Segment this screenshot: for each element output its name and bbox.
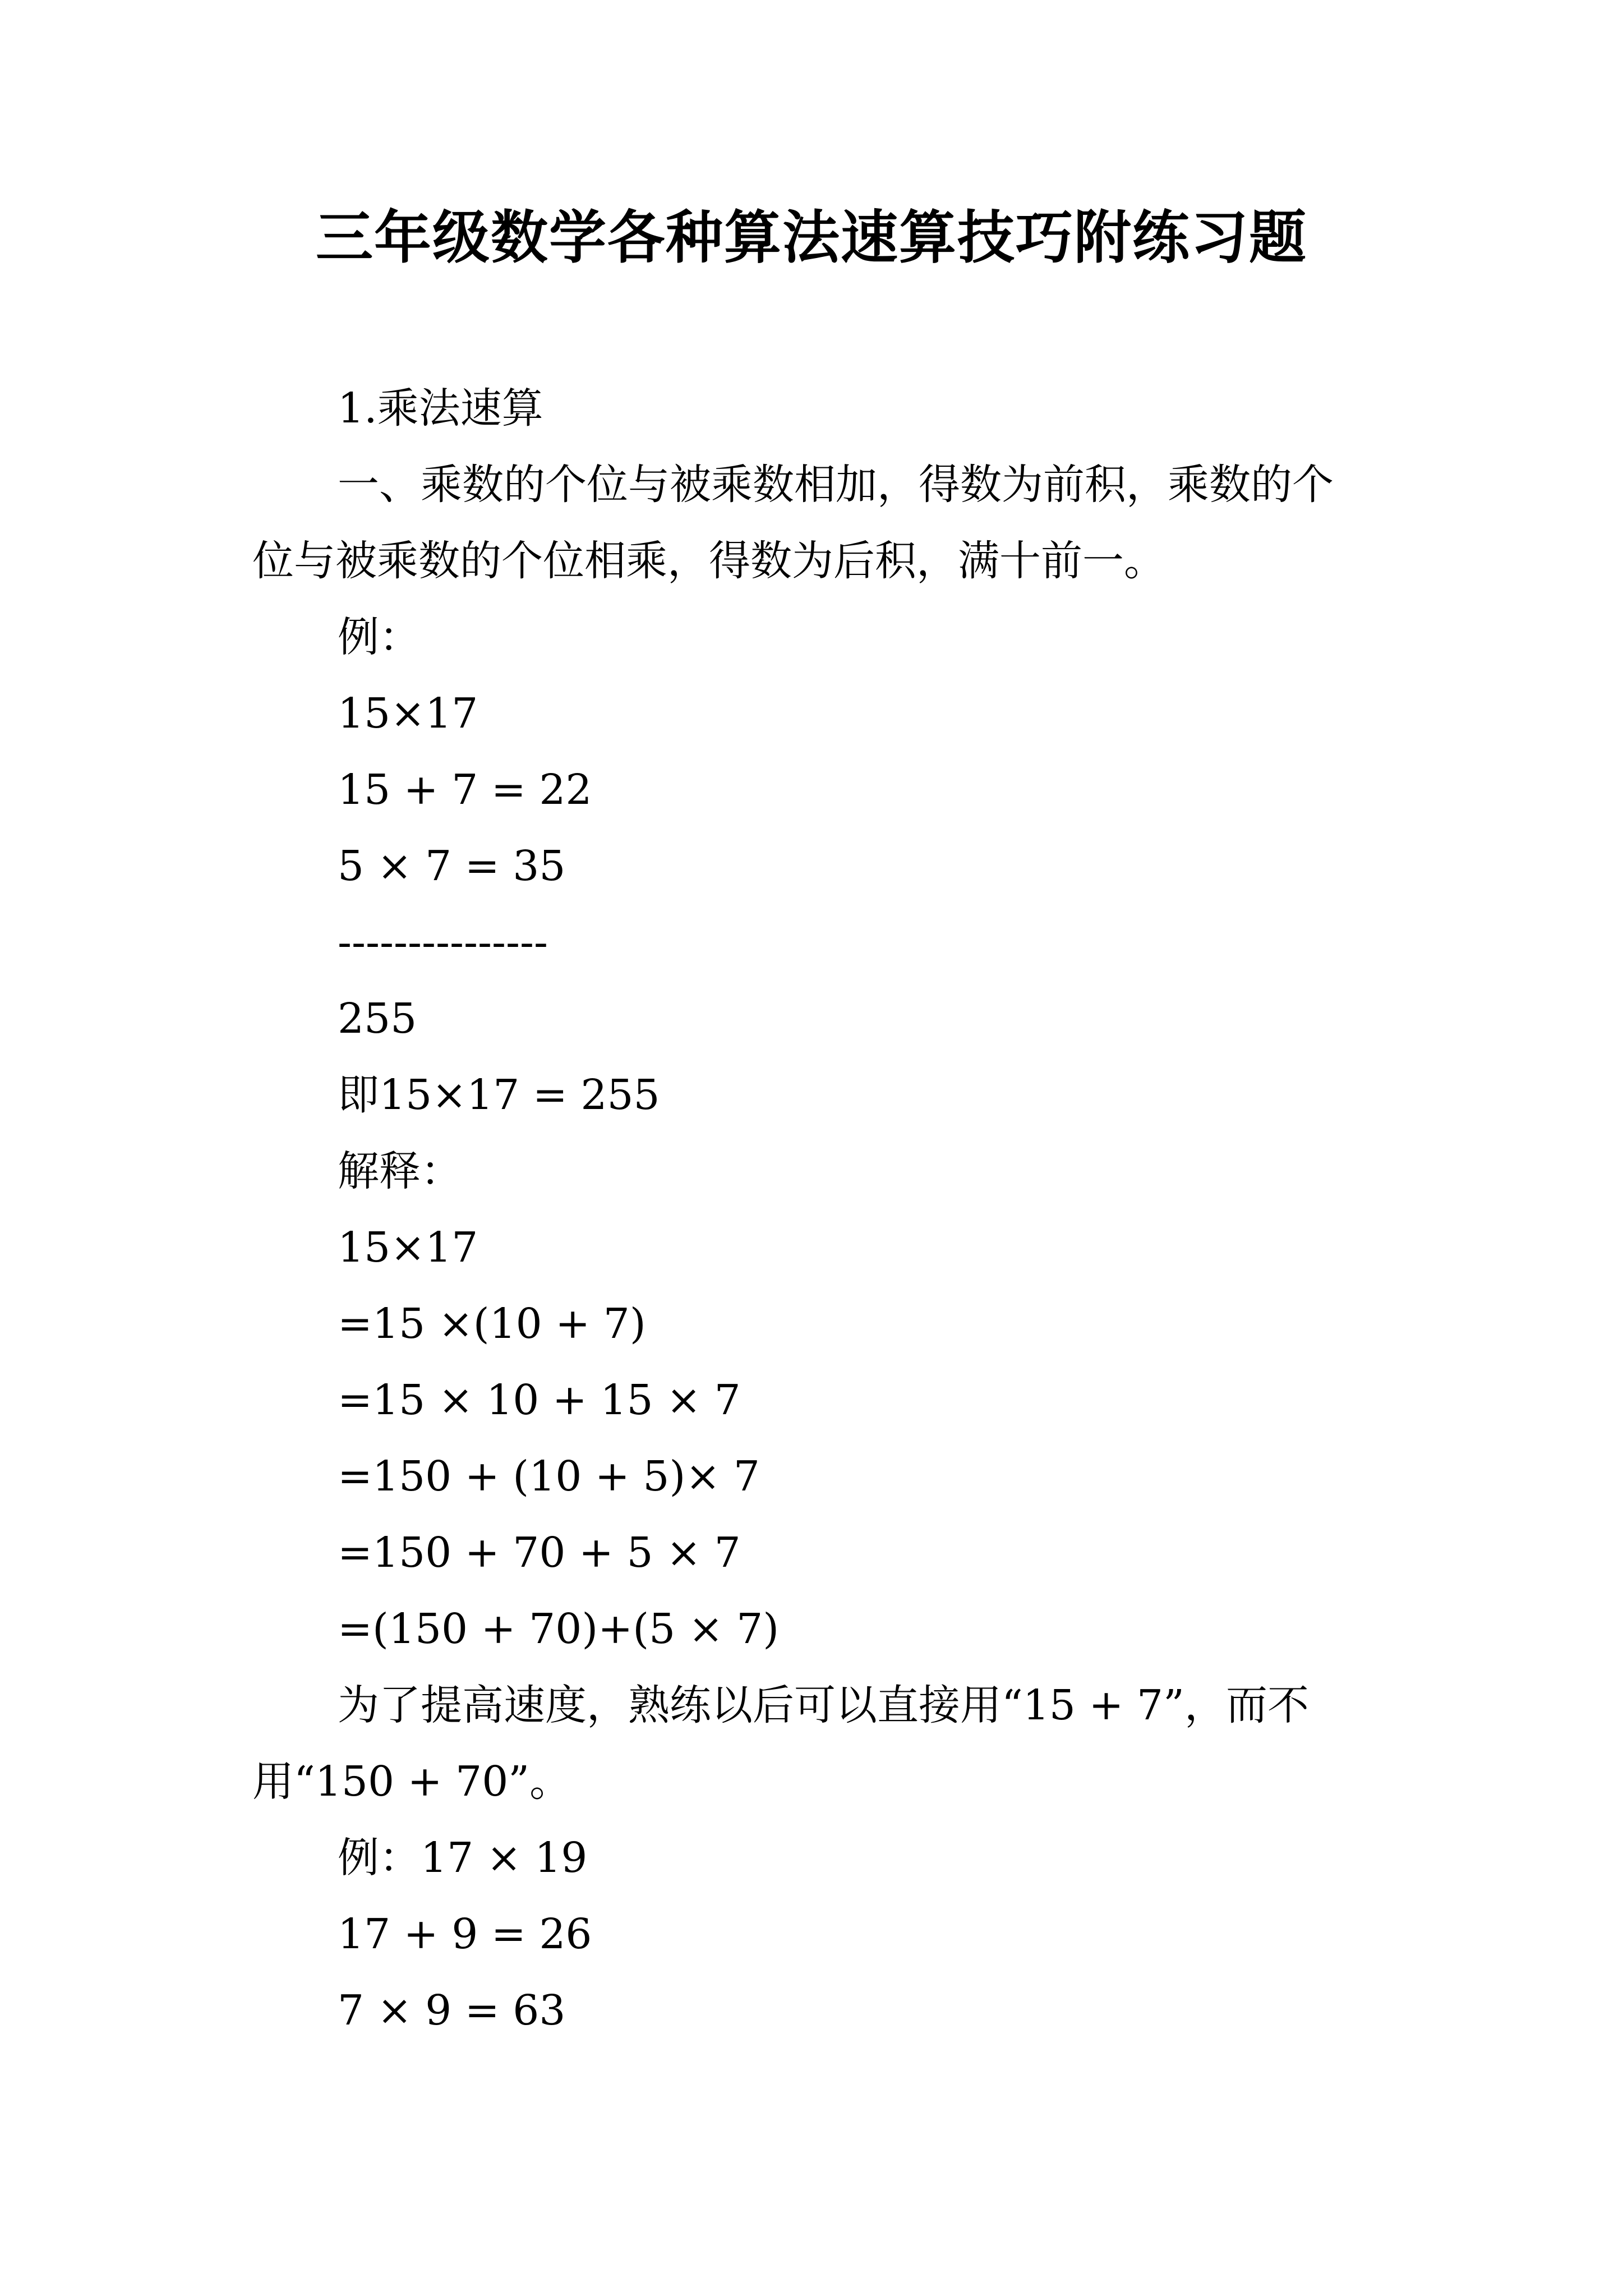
math-line: =(150 + 70)+(5 × 7) [338,1605,780,1653]
example-line: 例：17 × 19 [338,1834,588,1882]
math-line: =15 × 10 + 15 × 7 [338,1376,741,1424]
document-title: 三年级数学各种算法速算技巧附练习题 [316,205,1307,272]
example-label: 例： [338,613,421,661]
paragraph-line: 位与被乘数的个位相乘，得数为后积，满十前一。 [252,537,1165,585]
math-line: 15×17 [338,1223,478,1272]
explanation-label: 解释： [338,1147,462,1195]
math-line: 255 [338,995,417,1043]
document-body [252,370,1393,2049]
math-line: =150 + 70 + 5 × 7 [338,1529,741,1577]
math-line: =150 + (10 + 5)× 7 [338,1452,760,1501]
math-line: 即15×17 = 255 [338,1071,660,1119]
paragraph-line: 为了提高速度，熟练以后可以直接用“15 + 7”，而不 [338,1681,1309,1729]
separator-line: --------------- [338,918,548,967]
paragraph-line: 一、乘数的个位与被乘数相加，得数为前积，乘数的个 [338,461,1334,509]
math-line: 5 × 7 = 35 [338,842,566,890]
math-line: =15 ×(10 + 7) [338,1300,646,1348]
math-line: 17 + 9 = 26 [338,1910,592,1958]
paragraph-line: 用“150 + 70”。 [252,1757,571,1806]
math-line: 15×17 [338,689,478,738]
math-line: 7 × 9 = 63 [338,1986,566,2035]
section-heading: 1.乘法速算 [338,384,543,432]
math-line: 15 + 7 = 22 [338,766,592,814]
